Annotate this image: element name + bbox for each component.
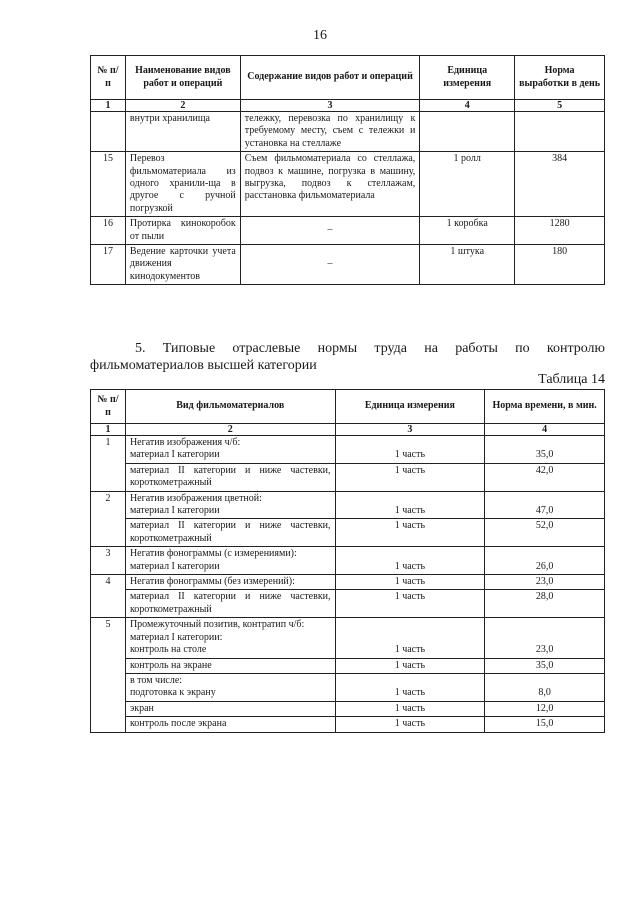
row-text [125,547,335,575]
row-norm: 15,0 [485,717,605,732]
header-norm: Норма выработки в день [515,56,605,100]
index-cell: 1 [91,424,126,436]
row-norm: 1280 [515,217,605,245]
row-text-line: материал I категории [129,505,220,517]
row-norm: 52,0 [485,519,605,547]
row-norm: 28,0 [485,590,605,618]
header-work-name: Наименование видов работ и операций [125,56,240,100]
section-title [90,340,605,374]
row-text: материал II категории и ниже частевки, короткометражный [125,463,335,491]
row-norm: 35,0 [485,658,605,673]
row-unit: 1 часть [335,547,485,575]
index-cell: 4 [485,424,605,436]
row-norm: 23,0 [485,618,605,658]
row-text-line: материал I категории [129,560,220,572]
row-num: 5 [91,618,126,732]
row-num: 1 [91,436,126,492]
row-num: 15 [91,152,126,217]
section-title-line-1: 5. Типовые отраслевые нормы труда на работы по контролю [135,341,605,356]
row-num: 16 [91,217,126,245]
row-text: экран [125,701,335,716]
row-unit: 1 коробка [420,217,515,245]
row-unit: 1 часть [335,436,485,464]
table-caption: Таблица 14 [538,372,605,387]
group-heading: Негатив изображения ч/б: [129,437,241,448]
table-row [91,217,605,245]
header-content: Содержание видов работ и операций [240,56,420,100]
group-heading: Негатив фонограммы (с измерениями): [129,548,297,560]
index-cell: 3 [335,424,485,436]
row-unit: 1 штука [420,245,515,285]
table-row [91,245,605,285]
row-num: 4 [91,575,126,618]
table-row [91,658,605,673]
row-content: Съем фильмоматериала со стеллажа, подвоз к машине, погрузка в машину, выгрузка, подвоз к стеллажам, расстановка фильмоматериала [240,152,420,217]
row-norm: 47,0 [485,491,605,519]
table-row [91,590,605,618]
group-subheading: материал I категории: [129,631,223,643]
row-unit: 1 часть [335,590,485,618]
table-row [91,575,605,590]
row-unit: 1 часть [335,463,485,491]
table-row [91,519,605,547]
row-name: внутри хранилища [125,112,240,152]
time-norms-table [90,389,605,733]
row-content: – [240,245,420,285]
header-num: № п/п [91,390,126,424]
row-text: материал II категории и ниже частевки, короткометражный [125,590,335,618]
section-title-line-2: фильмоматериалов высшей категории [90,358,317,373]
group-heading: Промежуточный позитив, контратип ч/б: [129,619,305,631]
table-row [91,717,605,732]
table-row [91,491,605,519]
row-unit [420,112,515,152]
row-name: Протирка кинокоробок от пыли [125,217,240,245]
row-num: 17 [91,245,126,285]
row-unit: 1 часть [335,491,485,519]
row-unit: 1 часть [335,519,485,547]
row-name: Перевоз фильмоматериала из одного хранили-ща в другое с ручной погрузкой [125,152,240,217]
row-norm [515,112,605,152]
row-text: Негатив фонограммы (без измерений): [125,575,335,590]
row-norm: 35,0 [485,436,605,464]
index-cell: 2 [125,424,335,436]
table-row [91,463,605,491]
table-row [91,673,605,701]
row-unit: 1 часть [335,701,485,716]
group-subheading: в том числе: [129,674,183,686]
row-text [125,618,335,658]
header-unit: Единица измерения [420,56,515,100]
table-row [91,112,605,152]
row-unit: 1 часть [335,575,485,590]
row-unit: 1 ролл [420,152,515,217]
row-norm: 8,0 [485,673,605,701]
table-row [91,436,605,464]
table-row [91,701,605,716]
index-cell: 5 [515,100,605,112]
row-num [91,112,126,152]
row-norm: 42,0 [485,463,605,491]
row-norm: 26,0 [485,547,605,575]
row-text-line: материал I категории [129,449,220,461]
row-text [125,673,335,701]
row-name: Ведение карточки учета движения кинодокументов [125,245,240,285]
table-row [91,618,605,658]
page-number: 16 [313,28,327,43]
row-text [125,436,335,464]
row-text: контроль на экране [125,658,335,673]
row-num: 2 [91,491,126,547]
work-norms-table [90,55,605,285]
header-norm: Норма времени, в мин. [485,390,605,424]
header-num: № п/п [91,56,126,100]
index-cell: 4 [420,100,515,112]
row-text: контроль после экрана [125,717,335,732]
row-content: – [240,217,420,245]
row-unit: 1 часть [335,717,485,732]
table-row [91,547,605,575]
header-unit: Единица измерения [335,390,485,424]
group-heading: Негатив изображения цветной: [129,492,262,504]
index-cell: 1 [91,100,126,112]
row-content: тележку, перевозка по хранилищу к требуемому месту, съем с тележки и установка на стеллаже [240,112,420,152]
index-cell: 3 [240,100,420,112]
row-num: 3 [91,547,126,575]
index-cell: 2 [125,100,240,112]
header-material: Вид фильмоматериалов [125,390,335,424]
row-norm: 12,0 [485,701,605,716]
row-norm: 180 [515,245,605,285]
row-text-line: подготовка к экрану [129,687,216,699]
row-norm: 23,0 [485,575,605,590]
row-text-line: контроль на столе [129,644,207,656]
row-unit: 1 часть [335,673,485,701]
row-text [125,491,335,519]
row-unit: 1 часть [335,658,485,673]
row-unit: 1 часть [335,618,485,658]
row-norm: 384 [515,152,605,217]
row-text: материал II категории и ниже частевки, короткометражный [125,519,335,547]
table-row [91,152,605,217]
